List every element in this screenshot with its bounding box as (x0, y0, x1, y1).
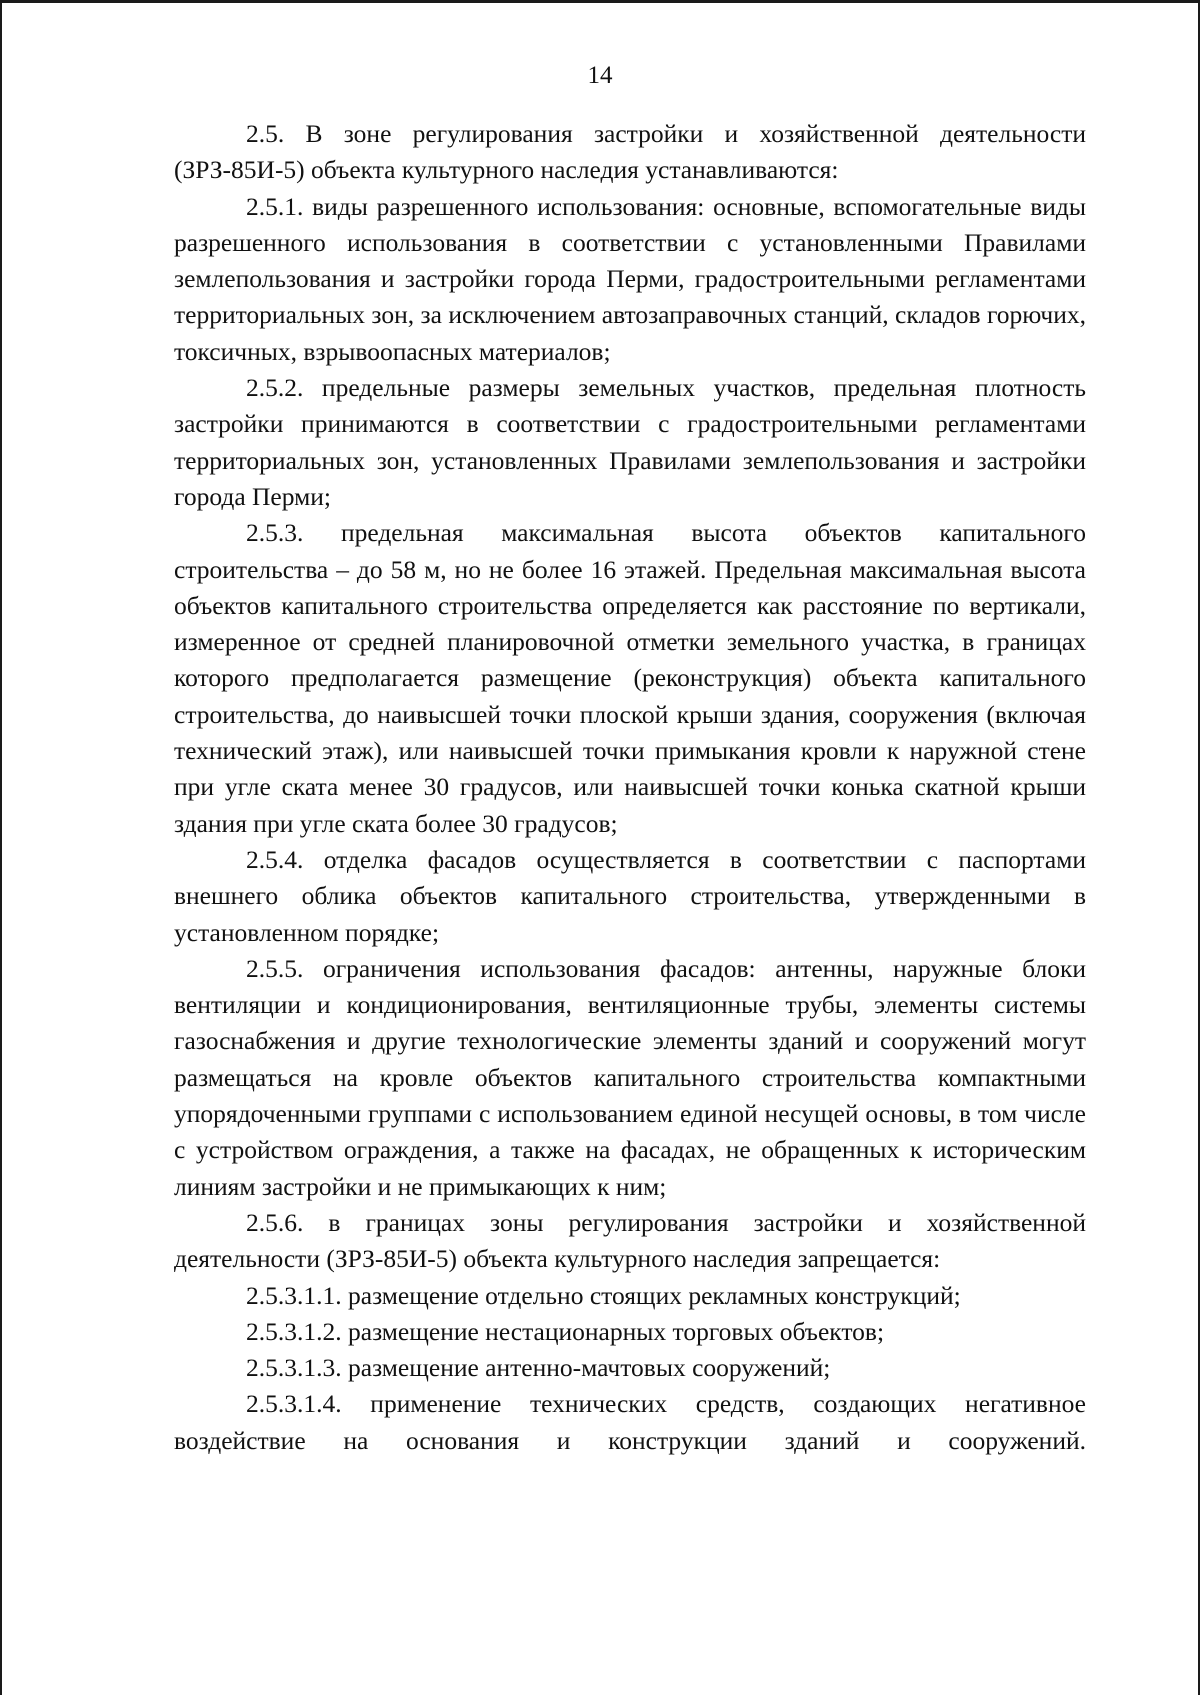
paragraph-2-5-3-1-3: 2.5.3.1.3. размещение антенно-мачтовых сооружений; (246, 1353, 831, 1383)
paragraph-2-5-3-1-4: 2.5.3.1.4. применение технических средств, создающих негативное воздействие на основания и конструкции зданий и сооружений. (174, 1389, 1086, 1455)
page-number: 14 (587, 62, 613, 89)
paragraph-2-5-1: 2.5.1. виды разрешенного использования: основные, вспомогательные виды разрешенного использования в соответствии с установленными Правилами землепользования и застройки города Перми, градостроительными регламентами территориальных зон, за исключением автозаправочных станций, складов горючих, токсичных, взрывоопасных материалов; (174, 191, 1086, 366)
paragraph-2-5-2: 2.5.2. предельные размеры земельных участков, предельная плотность застройки принимаются в соответствии с градостроительными регламентами территориальных зон, установленных Правилами землепользования и застройки города Перми; (174, 373, 1086, 511)
scan-edge-left (0, 0, 2, 1695)
paragraph-2-5-5: 2.5.5. ограничения использования фасадов: антенны, наружные блоки вентиляции и кондиционирования, вентиляционные трубы, элементы системы газоснабжения и другие технологические элементы зданий и сооружений могут размещаться на кровле объектов капитального строительства компактными упорядоченными группами с использованием единой несущей основы, в том числе с устройством ограждения, а также на фасадах, не обращенных к историческим линиям застройки и не примыкающих к ним; (174, 953, 1086, 1201)
scan-edge-top (0, 0, 1200, 3)
paragraph-2-5-4: 2.5.4. отделка фасадов осуществляется в соответствии с паспортами внешнего облика объектов капитального строительства, утвержденными в установленном порядке; (174, 844, 1086, 947)
paragraph-2-5-3-1-1: 2.5.3.1.1. размещение отдельно стоящих рекламных конструкций; (246, 1280, 961, 1310)
paragraph-2-5: 2.5. В зоне регулирования застройки и хозяйственной деятельности (ЗРЗ-85И-5) объекта культурного наследия устанавливаются: (174, 119, 1086, 185)
paragraph-2-5-3: 2.5.3. предельная максимальная высота объектов капитального строительства – до 58 м, но не более 16 этажей. Предельная максимальная высота объектов капитального строительства определяется как расстояние по вертикали, измеренное от средней планировочной отметки земельного участка, в границах которого предполагается размещение (реконструкция) объекта капитального строительства, до наивысшей точки плоской крыши здания, сооружения (включая технический этаж), или наивысшей точки примыкания кровли к наружной стене при угле ската менее 30 градусов, или наивысшей точки конька скатной крыши здания при угле ската более 30 градусов; (174, 518, 1086, 838)
document-body (174, 116, 1086, 1459)
paragraph-2-5-3-1-2: 2.5.3.1.2. размещение нестационарных торговых объектов; (246, 1316, 885, 1346)
paragraph-2-5-6: 2.5.6. в границах зоны регулирования застройки и хозяйственной деятельности (ЗРЗ-85И-5) объекта культурного наследия запрещается: (174, 1207, 1086, 1274)
